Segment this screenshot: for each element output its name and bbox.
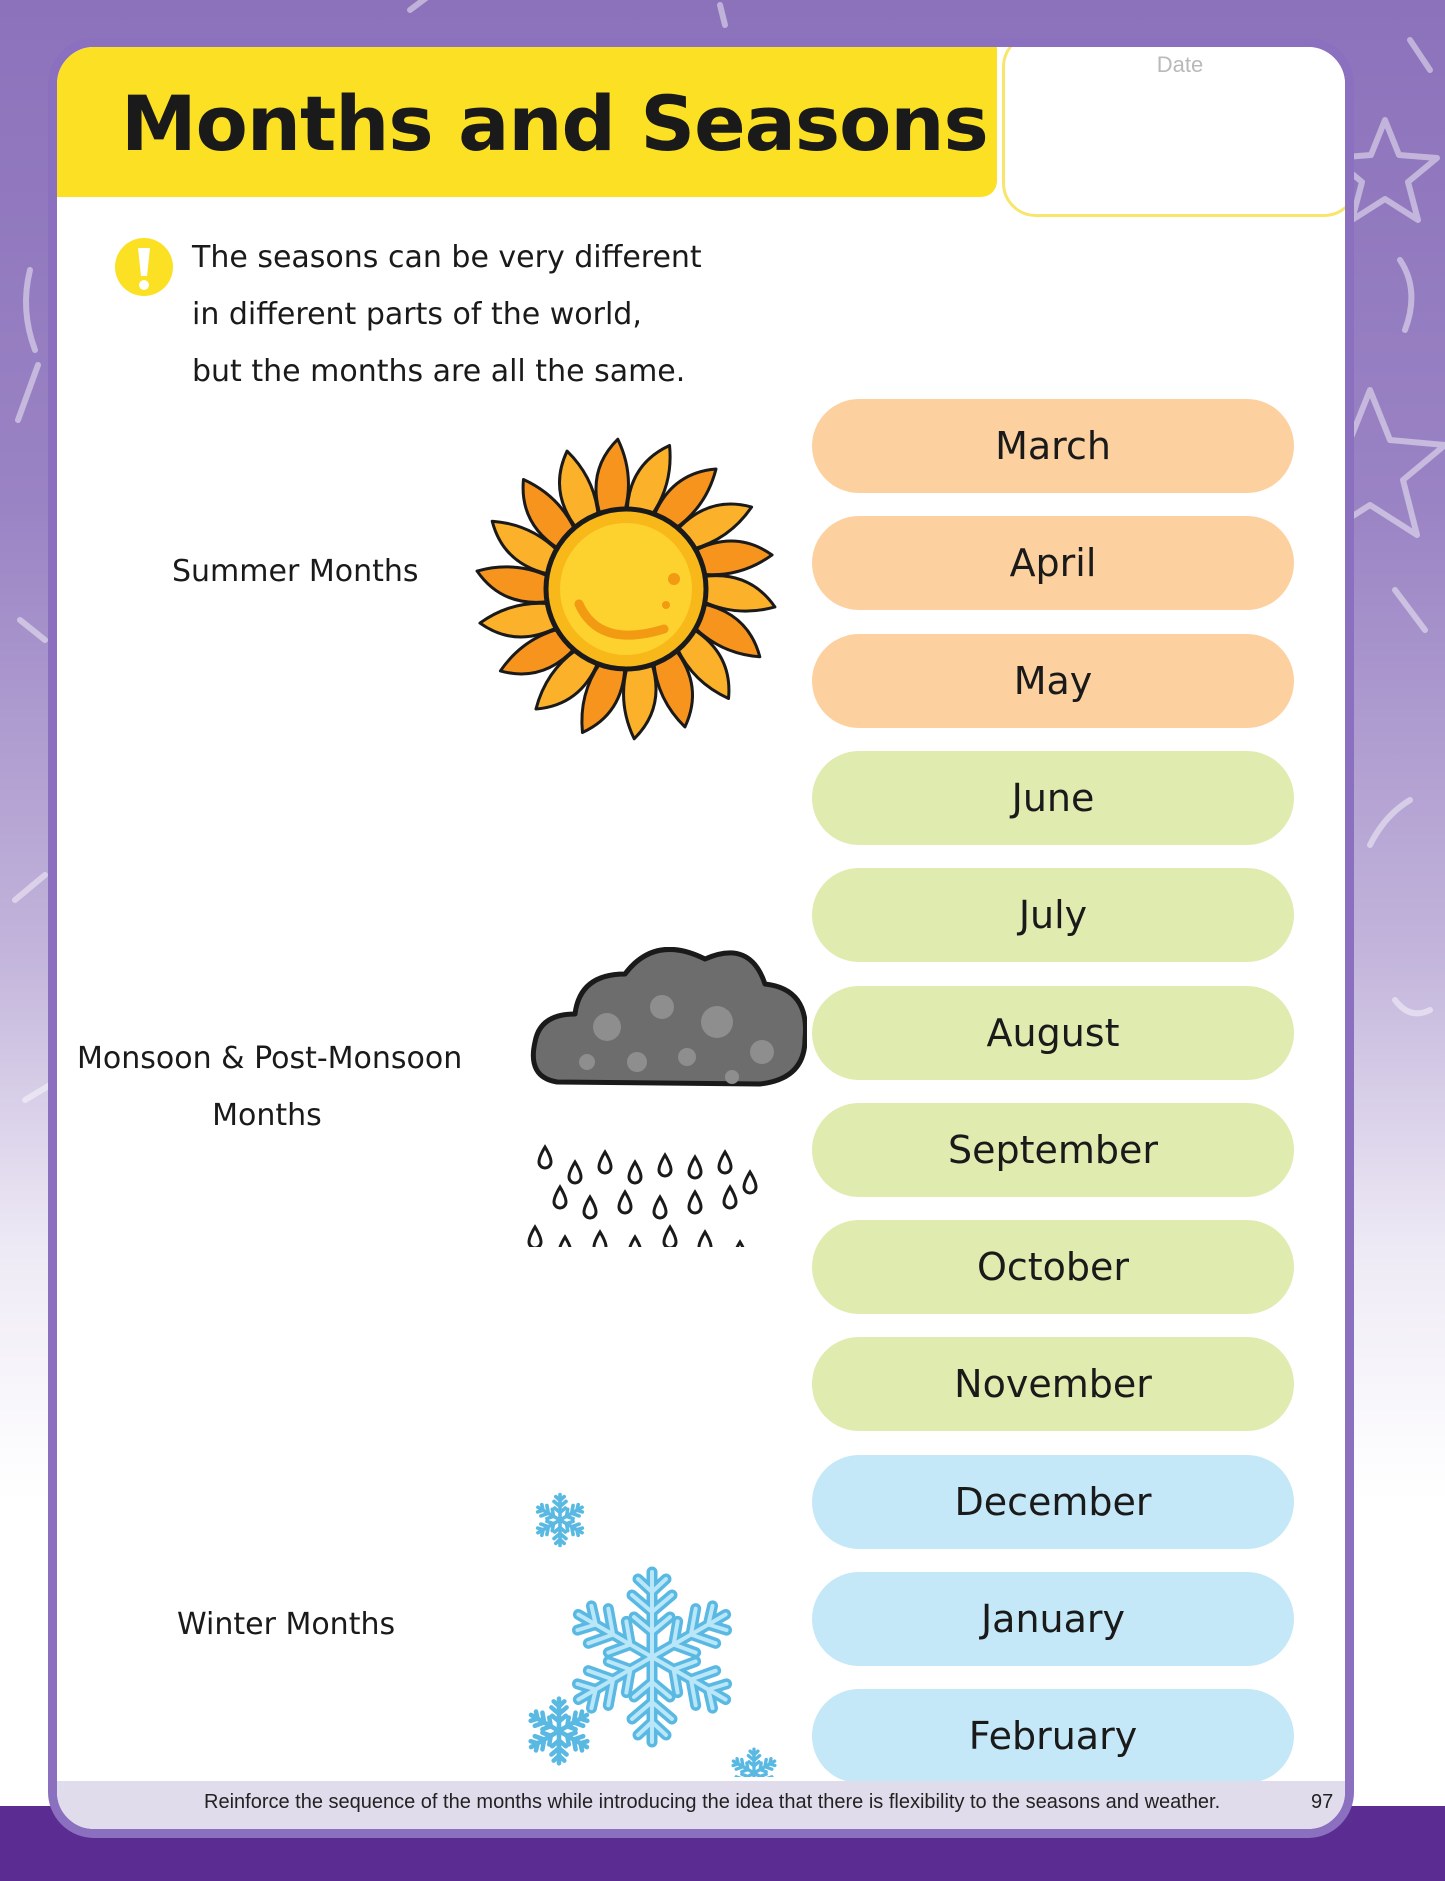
- page-title: Months and Seasons: [121, 79, 988, 168]
- info-line: in different parts of the world,: [192, 297, 642, 332]
- month-february: February: [812, 1689, 1294, 1783]
- rain-cloud-icon: [527, 947, 807, 1247]
- winter-label: Winter Months: [177, 1607, 396, 1642]
- month-october: October: [812, 1220, 1294, 1314]
- snowflake-icon: [487, 1447, 787, 1777]
- month-june: June: [812, 751, 1294, 845]
- worksheet-card: [48, 38, 1354, 1838]
- monsoon-label-line: Months: [212, 1098, 322, 1133]
- month-march: March: [812, 399, 1294, 493]
- month-april: April: [812, 516, 1294, 610]
- footer-note: Reinforce the sequence of the months while introducing the idea that there is flexibility to the seasons and weather.: [204, 1791, 1221, 1813]
- month-december: December: [812, 1455, 1294, 1549]
- title-bar: [57, 47, 997, 197]
- month-august: August: [812, 986, 1294, 1080]
- monsoon-label: [77, 1030, 463, 1144]
- monsoon-label-line: Monsoon & Post-Monsoon: [77, 1041, 463, 1076]
- info-line: The seasons can be very different: [192, 240, 702, 275]
- date-field[interactable]: [1002, 38, 1354, 217]
- month-may: May: [812, 634, 1294, 728]
- summer-label: Summer Months: [172, 554, 419, 589]
- info-text: [192, 229, 752, 400]
- month-july: July: [812, 868, 1294, 962]
- month-january: January: [812, 1572, 1294, 1666]
- date-label: Date: [1156, 52, 1204, 77]
- month-november: November: [812, 1337, 1294, 1431]
- month-september: September: [812, 1103, 1294, 1197]
- exclamation-icon: [114, 237, 174, 297]
- sun-icon: [461, 429, 791, 759]
- info-line: but the months are all the same.: [192, 354, 686, 389]
- page-number: 97: [1311, 1791, 1334, 1813]
- footer: [57, 1781, 1345, 1829]
